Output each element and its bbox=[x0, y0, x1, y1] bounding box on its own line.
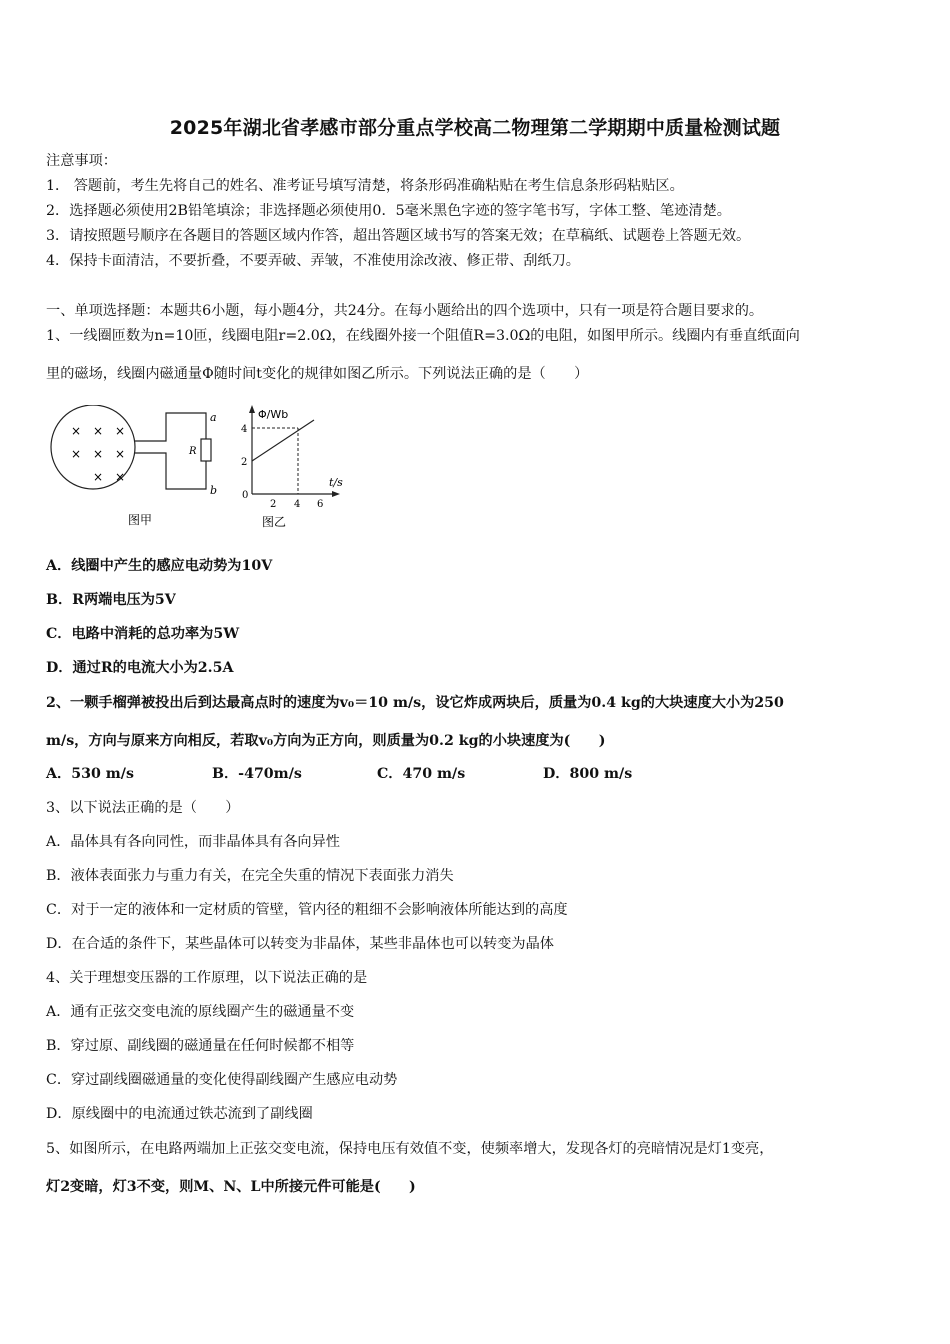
label-a: a bbox=[210, 411, 217, 424]
q3-option-c: C．对于一定的液体和一定材质的管壁，管内径的粗细不会影响液体所能达到的高度 bbox=[46, 902, 568, 918]
x-tick: 4 bbox=[294, 499, 301, 510]
q1-option-a: A．线圈中产生的感应电动势为10V bbox=[46, 558, 273, 574]
caption-jia: 图甲 bbox=[128, 513, 153, 527]
q1-stem-line1: 1、一线圈匝数为n=10匝，线圈电阻r=2.0Ω，在线圈外接一个阻值R=3.0Ω的电阻，如图甲所示。线圈内有垂直纸面向 bbox=[46, 328, 800, 344]
field-symbol: × bbox=[71, 447, 82, 461]
notice-item-3: 3．请按照题号顺序在各题目的答题区域内作答，超出答题区域书写的答案无效；在草稿纸、试题卷上答题无效。 bbox=[46, 228, 751, 244]
notice-heading: 注意事项： bbox=[46, 153, 117, 169]
field-symbol: × bbox=[71, 424, 82, 438]
x-tick: 2 bbox=[270, 499, 277, 510]
q3-option-b: B．液体表面张力与重力有关，在完全失重的情况下表面张力消失 bbox=[46, 868, 454, 884]
q2-option-c: C．470 m/s bbox=[377, 766, 466, 782]
q1-option-b: B．R两端电压为5V bbox=[46, 592, 176, 608]
flux-line bbox=[252, 420, 314, 461]
y-tick: 0 bbox=[242, 490, 249, 501]
q4-stem: 4、关于理想变压器的工作原理，以下说法正确的是 bbox=[46, 970, 368, 986]
notice-item-1: 1． 答题前，考生先将自己的姓名、准考证号填写清楚，将条形码准确粘贴在考生信息条形码粘贴区。 bbox=[46, 178, 684, 194]
field-symbol: × bbox=[115, 424, 126, 438]
q3-option-d: D．在合适的条件下，某些晶体可以转变为非晶体，某些非晶体也可以转变为晶体 bbox=[46, 936, 554, 952]
q5-stem-line1: 5、如图所示，在电路两端加上正弦交变电流，保持电压有效值不变，使频率增大，发现各灯的亮暗情况是灯1变亮， bbox=[46, 1141, 774, 1157]
q4-option-b: B．穿过原、副线圈的磁通量在任何时候都不相等 bbox=[46, 1038, 355, 1054]
q4-option-c: C．穿过副线圈磁通量的变化使得副线圈产生感应电动势 bbox=[46, 1072, 398, 1088]
q1-figure bbox=[46, 405, 366, 537]
page-title: 2025年湖北省孝感市部分重点学校高二物理第二学期期中质量检测试题 bbox=[169, 117, 781, 139]
q3-stem: 3、以下说法正确的是（ ） bbox=[46, 800, 240, 816]
q2-option-a: A．530 m/s bbox=[46, 766, 134, 782]
q5-stem-line2: 灯2变暗，灯3不变，则M、N、L中所接元件可能是( ) bbox=[46, 1179, 416, 1195]
q1-option-d: D．通过R的电流大小为2.5A bbox=[46, 660, 234, 676]
field-symbol: × bbox=[115, 470, 126, 484]
notice-item-2: 2．选择题必须使用2B铅笔填涂；非选择题必须使用0．5毫米黑色字迹的签字笔书写，字体工整、笔迹清楚。 bbox=[46, 203, 731, 219]
field-symbol: × bbox=[93, 447, 104, 461]
label-b: b bbox=[210, 484, 218, 497]
q4-option-d: D．原线圈中的电流通过铁芯流到了副线圈 bbox=[46, 1106, 313, 1122]
field-symbol: × bbox=[93, 470, 104, 484]
caption-yi: 图乙 bbox=[262, 515, 287, 529]
section-heading: 一、单项选择题：本题共6小题，每小题4分，共24分。在每小题给出的四个选项中，只有一项是符合题目要求的。 bbox=[46, 303, 764, 319]
field-symbol: × bbox=[93, 424, 104, 438]
label-R: R bbox=[189, 446, 197, 457]
x-axis-label: t/s bbox=[329, 476, 343, 489]
coil-diagram bbox=[51, 405, 217, 527]
q4-option-a: A．通有正弦交变电流的原线圈产生的磁通量不变 bbox=[46, 1004, 355, 1020]
q2-option-b: B．-470m/s bbox=[212, 766, 302, 782]
flux-graph bbox=[241, 405, 343, 529]
q1-option-c: C．电路中消耗的总功率为5W bbox=[46, 626, 240, 642]
q1-stem-line2: 里的磁场，线圈内磁通量Φ随时间t变化的规律如图乙所示。下列说法正确的是（ ） bbox=[46, 366, 589, 382]
y-tick: 2 bbox=[241, 457, 248, 468]
notice-item-4: 4．保持卡面清洁，不要折叠，不要弄破、弄皱，不准使用涂改液、修正带、刮纸刀。 bbox=[46, 253, 580, 269]
field-symbol: × bbox=[115, 447, 126, 461]
q2-stem-line1: 2、一颗手榴弹被投出后到达最高点时的速度为v₀＝10 m/s，设它炸成两块后，质量为0.4 kg的大块速度大小为250 bbox=[46, 695, 784, 711]
q2-option-d: D．800 m/s bbox=[543, 766, 633, 782]
resistor bbox=[201, 439, 211, 461]
y-axis-label: Φ/Wb bbox=[258, 408, 289, 421]
q2-stem-line2: m/s，方向与原来方向相反，若取v₀方向为正方向，则质量为0.2 kg的小块速度为( ) bbox=[46, 733, 606, 749]
q3-option-a: A．晶体具有各向同性，而非晶体具有各向异性 bbox=[46, 834, 340, 850]
y-tick: 4 bbox=[241, 424, 248, 435]
x-tick: 6 bbox=[317, 499, 324, 510]
